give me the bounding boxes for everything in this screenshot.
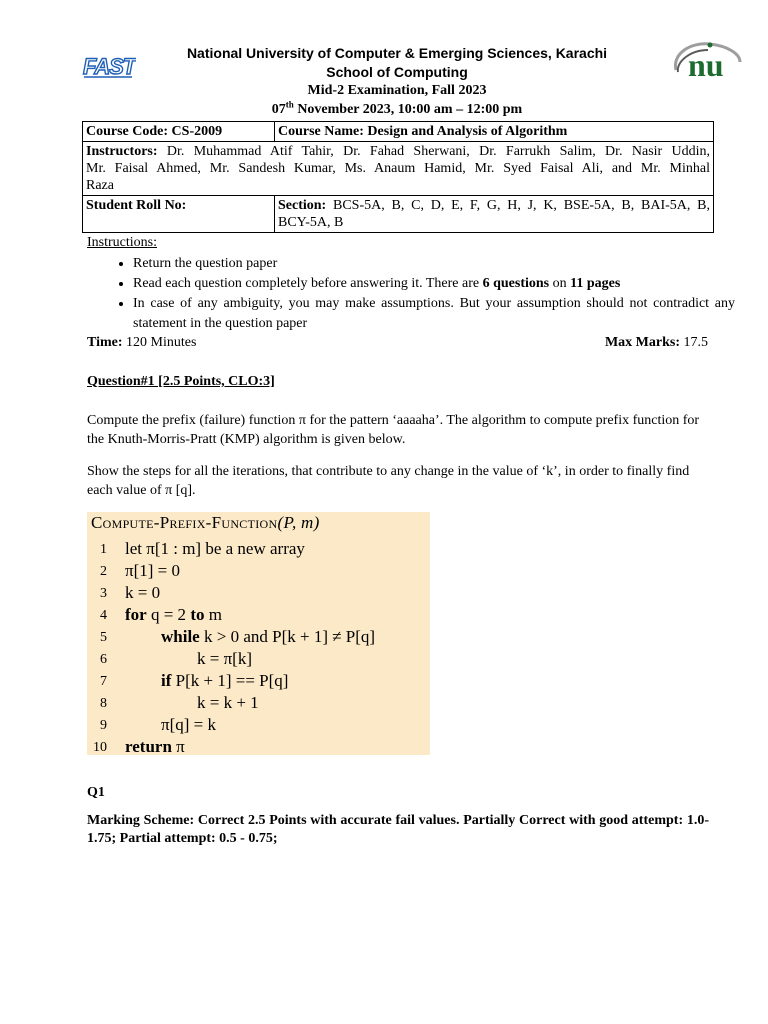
- university-name: National University of Computer & Emerging Sciences, Karachi: [186, 45, 608, 61]
- list-item: • In case of any ambiguity, you may make assumptions. But your assumption should not contradict any statement in the question paper: [133, 294, 735, 334]
- question-title: Question#1 [2.5 Points, CLO:3]: [87, 374, 275, 389]
- exam-title: Mid-2 Examination, Fall 2023: [307, 83, 487, 98]
- school-name: School of Computing: [326, 64, 468, 80]
- line-number: 6: [100, 652, 107, 667]
- algorithm-box: [87, 512, 430, 755]
- code-line: for q = 2 to m: [125, 605, 222, 624]
- time-info: Time: 120 Minutes: [87, 335, 197, 350]
- fast-logo: [82, 52, 136, 80]
- list-item: • Return the question paper: [133, 254, 735, 274]
- question-text: Compute the prefix (failure) function π for the pattern ‘aaaaha’. The algorithm to compute prefix function for the Knuth-Morris-Pratt (KMP) algorithm is given below.: [87, 413, 700, 447]
- code-line: π[q] = k: [161, 715, 216, 734]
- instructions-title: Instructions:: [87, 235, 157, 250]
- code-line: k = k + 1: [197, 693, 259, 712]
- marking-scheme: Marking Scheme: Correct 2.5 Points with accurate fail values. Partially Correct with good attempt: 1.0-1.75; Partial attempt: 0.5 - 0.75;: [87, 813, 709, 846]
- code-line: return π: [125, 737, 185, 756]
- max-marks-info: Max Marks: 17.5: [604, 335, 708, 350]
- instructions-list: [107, 254, 735, 334]
- line-number: 1: [100, 542, 107, 557]
- course-name-cell: Course Name: Design and Analysis of Algorithm: [275, 122, 714, 142]
- instructors-cell: Instructors: Dr. Muhammad Atif Tahir, Dr. Fahad Sherwani, Dr. Farrukh Salim, Dr. Nasir Uddin, Mr. Faisal Ahmed, Mr. Sandesh Kumar, Ms. Anaum Hamid, Mr. Syed Faisal Ali, and Mr. Minhal Raza: [83, 142, 714, 196]
- code-line: k = 0: [125, 583, 161, 602]
- svg-text:FAST: FAST: [83, 54, 136, 79]
- list-item: • Read each question completely before answering it. There are 6 questions on 11 pages: [133, 274, 735, 294]
- course-info-table: [82, 121, 714, 233]
- roll-no-cell: Student Roll No:: [83, 196, 275, 233]
- section-cell: Section: BCS-5A, B, C, D, E, F, G, H, J, K, BSE-5A, B, BAI-5A, B, BCY-5A, B: [275, 196, 714, 233]
- code-line: π[1] = 0: [125, 561, 180, 580]
- question-instructions: Show the steps for all the iterations, that contribute to any change in the value of ‘k’, in order to finally find each value of π [q].: [87, 464, 690, 498]
- nu-logo: [670, 40, 744, 80]
- line-number: 2: [100, 564, 107, 579]
- code-line: while k > 0 and P[k + 1] ≠ P[q]: [161, 627, 376, 646]
- line-number: 8: [100, 696, 107, 711]
- line-number: 3: [100, 586, 107, 601]
- code-line: let π[1 : m] be a new array: [125, 539, 305, 558]
- line-number: 10: [93, 740, 107, 755]
- line-number: 4: [100, 608, 107, 623]
- line-number: 9: [100, 718, 107, 733]
- code-line: k = π[k]: [197, 649, 252, 668]
- answer-label: Q1: [87, 785, 105, 800]
- exam-date: 07th November 2023, 10:00 am – 12:00 pm: [271, 99, 523, 117]
- line-number: 7: [100, 674, 107, 689]
- line-number: 5: [100, 630, 107, 645]
- code-line: if P[k + 1] == P[q]: [161, 671, 289, 690]
- course-code-cell: Course Code: CS-2009: [83, 122, 275, 142]
- svg-text:nu: nu: [688, 47, 724, 80]
- algorithm-title: Compute-Prefix-Function(P, m): [91, 513, 320, 532]
